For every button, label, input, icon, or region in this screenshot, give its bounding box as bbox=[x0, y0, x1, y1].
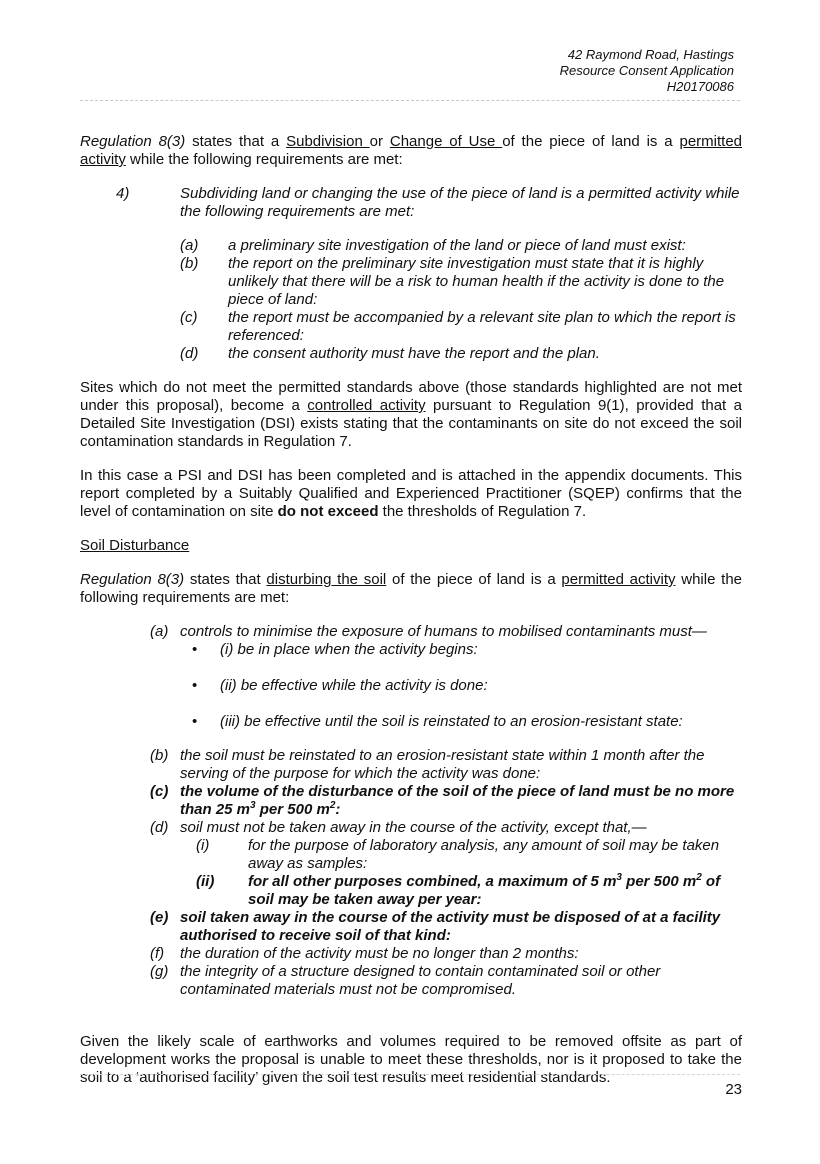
bullet-icon: • bbox=[192, 713, 198, 730]
requirement-4 bbox=[80, 185, 742, 221]
header-divider bbox=[80, 100, 740, 101]
bullet-list bbox=[192, 641, 742, 731]
psi-paragraph: In this case a PSI and DSI has been completed and is attached in the appendix documents. This report completed by a Suitably Qualified and Experienced Practitioner (SQEP) confirms that the level of contamination on site do not exceed the thresholds of Regulation 7. bbox=[80, 467, 742, 520]
page-number: 23 bbox=[725, 1081, 742, 1098]
footer-divider bbox=[80, 1074, 740, 1075]
header-address: 42 Raymond Road, Hastings bbox=[567, 47, 734, 62]
list-item: (e) soil taken away in the course of the activity must be disposed of at a facility authorised to receive soil of that kind: bbox=[150, 909, 721, 944]
requirement-4-list bbox=[180, 237, 742, 363]
list-item: (d) the consent authority must have the report and the plan. bbox=[180, 345, 600, 362]
header-title: Resource Consent Application bbox=[559, 63, 734, 78]
list-item: (b) the soil must be reinstated to an erosion-resistant state within 1 month after the serving of the purpose for which the activity was done: bbox=[150, 747, 705, 782]
list-item: (c) the report must be accompanied by a relevant site plan to which the report is referenced: bbox=[180, 309, 736, 344]
sites-paragraph: Sites which do not meet the permitted standards above (those standards highlighted are not met under this proposal), become a controlled activity pursuant to Regulation 9(1), provided that a Detailed Site Investigation (DSI) exists stating that the contaminants on site do not exceed the soil contamination standards in Regulation 7. bbox=[80, 379, 742, 450]
roman-sublist bbox=[196, 837, 742, 909]
list-item: (f) the duration of the activity must be no longer than 2 months: bbox=[150, 945, 579, 962]
list-item: (a) controls to minimise the exposure of humans to mobilised contaminants must— bbox=[150, 623, 707, 640]
list-item: (ii) for all other purposes combined, a maximum of 5 $m^3$ per 500 $m^2$ of soil may be taken away per year: bbox=[196, 872, 721, 908]
section-heading: Soil Disturbance bbox=[80, 537, 190, 554]
soil-intro-paragraph: Regulation 8(3) states that disturbing the soil of the piece of land is a permitted activity while the following requirements are met: bbox=[80, 571, 743, 606]
header-reference: H20170086 bbox=[666, 79, 734, 94]
list-item: (b) the report on the preliminary site investigation must state that it is highly unlikely that there will be a risk to human health if the activity is done to the piece of land: bbox=[180, 255, 725, 308]
bullet-list-wrapper bbox=[150, 641, 742, 731]
bullet-item: • (i) be in place when the activity begins: bbox=[192, 641, 478, 658]
requirement-number: 4) bbox=[116, 185, 130, 202]
list-item: (c) the volume of the disturbance of the soil of the piece of land must be no more than 25 $m^3$ per 500 $m^2$: bbox=[150, 783, 735, 818]
list-item: (d) soil must not be taken away in the course of the activity, except that,— bbox=[150, 819, 647, 836]
bullet-item: • (iii) be effective until the soil is reinstated to an erosion-resistant state: bbox=[192, 713, 683, 730]
document-body bbox=[80, 133, 742, 1087]
list-item: (i) for the purpose of laboratory analysis, any amount of soil may be taken away as samples: bbox=[196, 837, 720, 872]
final-paragraph: Given the likely scale of earthworks and volumes required to be removed offsite as part of development works the proposal is unable to meet these thresholds, nor is it proposed to take the soil to a ‘authorised facility’ given the soil test results meet residential standards. bbox=[80, 1033, 742, 1086]
bullet-item: • (ii) be effective while the activity is done: bbox=[192, 677, 488, 694]
bullet-icon: • bbox=[192, 677, 198, 694]
soil-requirements-list bbox=[150, 623, 742, 999]
bullet-icon: • bbox=[192, 641, 198, 658]
page-header bbox=[560, 47, 734, 95]
list-item: (g) the integrity of a structure designed to contain contaminated soil or other contaminated materials must not be compromised. bbox=[150, 963, 661, 998]
list-item: (a) a preliminary site investigation of the land or piece of land must exist: bbox=[180, 237, 686, 254]
intro-paragraph: Regulation 8(3) states that a Subdivision or Change of Use of the piece of land is a permitted activity while the following requirements are met: bbox=[80, 133, 743, 168]
requirement-text: Subdividing land or changing the use of the piece of land is a permitted activity while the following requirements are met: bbox=[180, 185, 740, 220]
